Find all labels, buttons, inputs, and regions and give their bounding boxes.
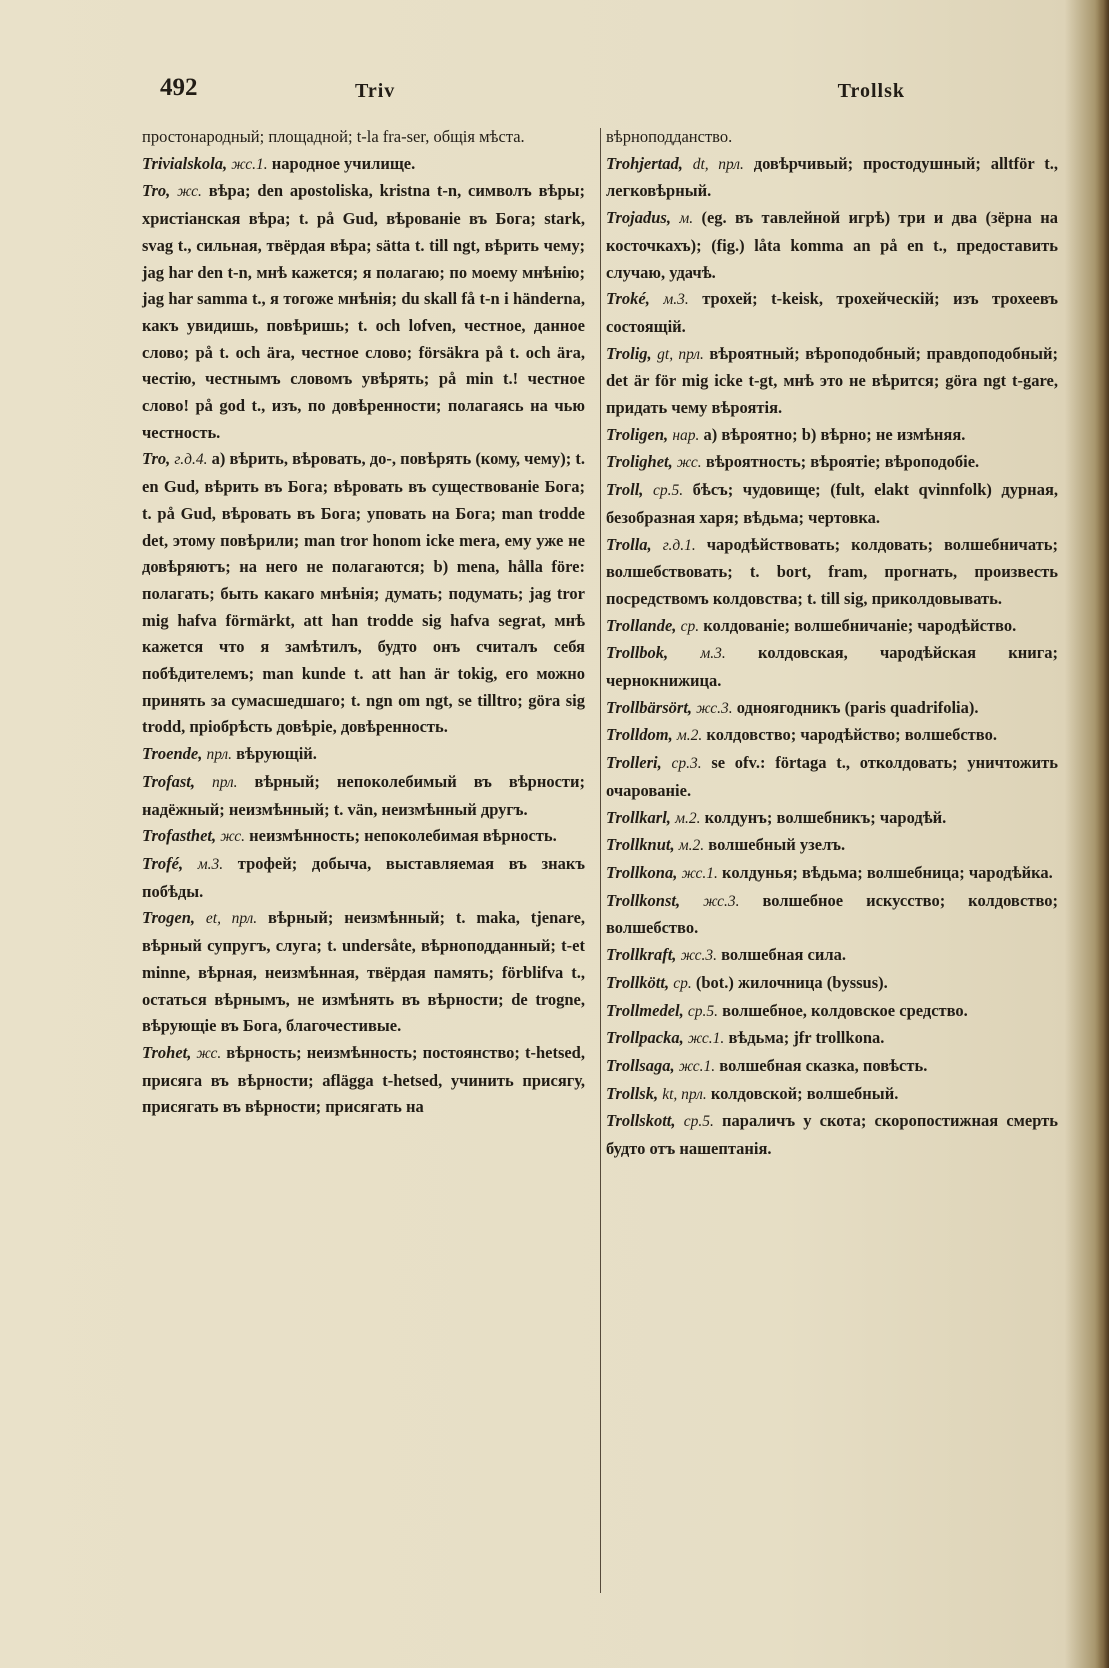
- headword: Trollpacka,: [606, 1028, 684, 1048]
- dictionary-entry: [606, 750, 1058, 804]
- headword: Troké,: [606, 289, 650, 309]
- headword: Trollkona,: [606, 862, 678, 882]
- grammar-note: нар.: [672, 426, 700, 444]
- definition-text: (bot.) жилочница (byssus).: [695, 972, 888, 992]
- definition-text: вѣрующій.: [236, 744, 317, 764]
- grammar-note: м.2.: [675, 809, 701, 827]
- headword: Trollbok,: [606, 643, 669, 663]
- dictionary-entry: [606, 805, 1058, 833]
- dictionary-entry: [606, 341, 1058, 422]
- dictionary-entry: [142, 446, 585, 741]
- dictionary-entry: [606, 970, 1058, 998]
- grammar-note: жс.3.: [680, 947, 717, 965]
- grammar-note: жс.1.: [681, 864, 718, 882]
- headword: Trolighet,: [606, 452, 673, 472]
- dictionary-entry: [606, 860, 1058, 888]
- dictionary-entry: [606, 286, 1058, 340]
- definition-text: вѣрный; непоколебимый въ вѣрности; надёжный; неизмѣнный; t. vän, неизмѣнный другъ.: [142, 771, 586, 819]
- headword: Trolleri,: [606, 753, 662, 773]
- grammar-note: жс.3.: [703, 892, 740, 910]
- definition-text: а) вѣроятно; b) вѣрно; не измѣняя.: [703, 424, 966, 444]
- definition-text: se ofv.: förtaga t., отколдовать; уничтожить очарованіе.: [606, 753, 1058, 800]
- definition-text: а) вѣрить, вѣровать, до-, повѣрять (кому, чему); t. en Gud, вѣрить въ Бога; вѣровать въ существованіе Бога; t. på Gud, вѣровать въ Бога; уповать на Бога; man trodde det, этому повѣрили; man tror honom icke mera, ему уже не довѣряютъ; на него не полагаются; b) mena, hålla före: полагать; быть какаго мнѣнія; думать; подумать; jag tror mig hafva förmärkt, att han trodde sig hafva segrat, мнѣ кажется что я замѣтилъ, будто онъ считалъ себя побѣдителемъ; man kunde t. att han är tokig, его можно принять за сумасшедшаго; t. ngn om ngt, se tilltro; göra sig trodd, пріобрѣсть довѣріе, довѣренность.: [142, 449, 585, 737]
- dictionary-entry: [606, 640, 1058, 694]
- definition-text: колдунъ; волшебникъ; чародѣй.: [704, 807, 947, 827]
- dictionary-entry: [606, 1053, 1058, 1081]
- dictionary-entry: [606, 942, 1058, 970]
- page-number: 492: [160, 74, 198, 101]
- headword: Trolla,: [606, 534, 652, 554]
- grammar-note: м.2.: [676, 727, 703, 745]
- dictionary-entry: [606, 888, 1058, 942]
- definition-text: (eg. въ тавлейной игрѣ) три и два (зёрна на косточкахъ); (fig.) låta komma an på en t., предоставить случаю, удачѣ.: [606, 208, 1059, 282]
- headword: Trolig,: [606, 343, 652, 363]
- dictionary-entry: [606, 998, 1058, 1026]
- headword: Trojadus,: [606, 208, 671, 228]
- grammar-note: м.2.: [678, 837, 705, 855]
- definition-text: волшебная сказка, повѣсть.: [719, 1055, 928, 1075]
- grammar-note: ср.5.: [652, 482, 684, 500]
- dictionary-entry: [142, 851, 585, 905]
- definition-text: вѣра; den apostoliska, kristna t-n, символъ вѣры; христіанская вѣра; t. på Gud, вѣрованіе въ Бога; stark, svag t., сильная, твёрдая вѣра; sätta t. till ngt, вѣрить чему; jag har den t-n, мнѣ кажется; я полагаю; по моему мнѣнію; jag har samma t., я тогоже мнѣнія; du skall få t-n i händerna, какъ увидишь, повѣришь; t. och lofven, честное, данное слово; på t. och ära, честное слово; försäkra på t. och ära, честію, честнымъ словомъ увѣрять; på min t.! честное слово! på god t., изъ, по довѣренности; полагаясь на чью честность.: [142, 181, 586, 442]
- headword: Trofast,: [142, 771, 196, 791]
- continued-text: простонародный; площадной; t-la fra-ser, общія мѣста.: [142, 127, 525, 146]
- dictionary-entry: [606, 695, 1058, 723]
- page-edge-shadow: [1095, 0, 1109, 1668]
- dictionary-entry: [606, 1025, 1058, 1053]
- headword: Trohet,: [142, 1042, 192, 1062]
- headword: Trollsaga,: [606, 1055, 675, 1075]
- dictionary-entry: [606, 151, 1058, 205]
- definition-text: колдованіе; волшебничаніе; чародѣйство.: [703, 615, 1017, 635]
- definition-text: волшебная сила.: [721, 945, 846, 965]
- grammar-note: ср.: [673, 974, 692, 992]
- headword: Troll,: [606, 480, 644, 500]
- grammar-note: et, прл.: [205, 910, 258, 928]
- dictionary-entry: [606, 832, 1058, 860]
- grammar-note: gt, прл.: [657, 345, 704, 363]
- grammar-note: жс.1.: [678, 1057, 716, 1075]
- headword: Tro,: [142, 449, 171, 469]
- grammar-note: ср.5.: [687, 1002, 719, 1020]
- grammar-note: жс.: [196, 1044, 222, 1062]
- left-guide-word: Triv: [355, 80, 396, 102]
- right-guide-word: Trollsk: [837, 80, 905, 102]
- headword: Trollsk,: [606, 1083, 659, 1103]
- dictionary-entry: [606, 613, 1058, 641]
- definition-text: бѣсъ; чудовище; (fult, elakt qvinnfolk) дурная, безобразная харя; вѣдьма; чертовка.: [606, 480, 1058, 527]
- dictionary-entry: [606, 422, 1058, 450]
- definition-text: вѣроятный; вѣроподобный; правдоподобный; det är för mig icke t-gt, мнѣ это не вѣрится; göra ngt t-gare, придать чему вѣроятія.: [606, 343, 1058, 418]
- headword: Troligen,: [606, 424, 669, 444]
- dictionary-entry: [142, 1040, 585, 1121]
- definition-text: колдовская, чародѣйская книга; чернокнижица.: [606, 643, 1058, 691]
- definition-text: вѣрность; неизмѣнность; постоянство; t-hetsed, присяга въ вѣрности; aflägga t-hetsed, учинить присягу, присягать въ вѣрности; присягать на: [142, 1042, 585, 1117]
- headword: Tro,: [142, 181, 171, 201]
- headword: Trollmedel,: [606, 1000, 684, 1020]
- dictionary-entry: [142, 823, 585, 851]
- grammar-note: прл.: [212, 773, 238, 791]
- headword: Trollande,: [606, 615, 677, 635]
- grammar-note: г.д.1.: [662, 536, 696, 554]
- headword: Trivialskola,: [142, 153, 228, 173]
- grammar-note: kt, прл.: [662, 1085, 707, 1103]
- column-divider: [600, 128, 601, 1593]
- dictionary-entry: [606, 722, 1058, 750]
- definition-text: довѣрчивый; простодушный; alltför t., легковѣрный.: [606, 153, 1059, 201]
- dictionary-entry: [606, 449, 1058, 477]
- definition-text: колдовство; чародѣйство; волшебство.: [706, 725, 997, 745]
- definition-text: неизмѣнность; непоколебимая вѣрность.: [249, 826, 557, 846]
- definition-text: трохей; t-keisk, трохейческій; изъ трохеевъ состоящій.: [606, 289, 1058, 336]
- dictionary-entry: [142, 905, 585, 1040]
- grammar-note: dt, прл.: [692, 155, 744, 173]
- headword: Trofasthet,: [142, 826, 217, 846]
- definition-text: трофей; добыча, выставляемая въ знакъ побѣды.: [142, 853, 586, 901]
- headword: Trogen,: [142, 908, 196, 928]
- definition-text: волшебное, колдовское средство.: [722, 1000, 968, 1020]
- headword: Trollkarl,: [606, 807, 671, 827]
- grammar-note: ср.3.: [671, 755, 702, 773]
- grammar-note: жс.1.: [231, 155, 268, 173]
- dictionary-entry: [606, 532, 1058, 613]
- dictionary-entry: [142, 124, 585, 151]
- grammar-note: м.3.: [197, 855, 224, 873]
- definition-text: вѣрный; неизмѣнный; t. maka, tjenare, вѣрный супругъ, слуга; t. undersåte, вѣрноподданный; t-et minne, вѣрная, неизмѣнная, твёрдая память; förblifva t., остаться вѣрнымъ, не измѣнять въ вѣрности; de trogne, вѣрующіе въ Бога, благочестивые.: [142, 908, 586, 1036]
- headword: Trofé,: [142, 853, 184, 873]
- grammar-note: жс.: [676, 454, 702, 472]
- headword: Trolldom,: [606, 725, 673, 745]
- headword: Trollbärsört,: [606, 697, 693, 717]
- definition-text: колдунья; вѣдьма; волшебница; чародѣйка.: [722, 862, 1053, 882]
- grammar-note: м.3.: [700, 645, 726, 663]
- headword: Trollknut,: [606, 835, 675, 855]
- definition-text: вѣдьма; jfr trollkona.: [728, 1028, 885, 1048]
- headword: Trollkonst,: [606, 890, 681, 910]
- headword: Trohjertad,: [606, 153, 683, 173]
- grammar-note: жс.3.: [696, 699, 733, 717]
- grammar-note: ср.: [680, 617, 700, 635]
- headword: Trollkraft,: [606, 945, 677, 965]
- definition-text: параличъ у скота; скоропостижная смерть будто отъ нашептанія.: [606, 1111, 1059, 1159]
- definition-text: одноягодникъ (paris quadrifolia).: [736, 697, 979, 717]
- definition-text: волшебное искусство; колдовство; волшебство.: [606, 890, 1059, 938]
- dictionary-entry: [142, 741, 585, 769]
- headword: Troende,: [142, 744, 203, 764]
- definition-text: чародѣйствовать; колдовать; волшебничать; волшебствовать; t. bort, fram, прогнать, произвесть посредствомъ колдовства; t. till sig, приколдовывать.: [606, 534, 1059, 608]
- right-column: [606, 124, 1058, 1163]
- grammar-note: м.: [679, 210, 694, 228]
- grammar-note: жс.: [177, 183, 202, 201]
- grammar-note: м.3.: [663, 291, 689, 309]
- grammar-note: жс.: [220, 828, 246, 846]
- dictionary-entry: [606, 477, 1058, 531]
- grammar-note: прл.: [206, 746, 233, 764]
- grammar-note: ср.5.: [683, 1113, 714, 1131]
- dictionary-entry: [142, 178, 585, 446]
- definition-text: народное училище.: [271, 153, 416, 173]
- grammar-note: жс.1.: [687, 1030, 725, 1048]
- headword: Trollskott,: [606, 1111, 676, 1131]
- dictionary-entry: [142, 769, 585, 823]
- definition-text: вѣроятность; вѣроятіе; вѣроподобіе.: [705, 452, 980, 472]
- dictionary-entry: [606, 124, 1058, 151]
- grammar-note: г.д.4.: [174, 451, 208, 469]
- page-header: [150, 74, 905, 110]
- dictionary-entry: [142, 151, 585, 179]
- dictionary-entry: [606, 1081, 1058, 1109]
- left-column: [142, 124, 585, 1121]
- dictionary-entry: [606, 1108, 1058, 1162]
- dictionary-entry: [606, 205, 1058, 286]
- definition-text: волшебный узелъ.: [708, 835, 846, 855]
- continued-text: вѣрноподданство.: [606, 127, 733, 146]
- headword: Trollkött,: [606, 972, 670, 992]
- definition-text: колдовской; волшебный.: [710, 1083, 899, 1103]
